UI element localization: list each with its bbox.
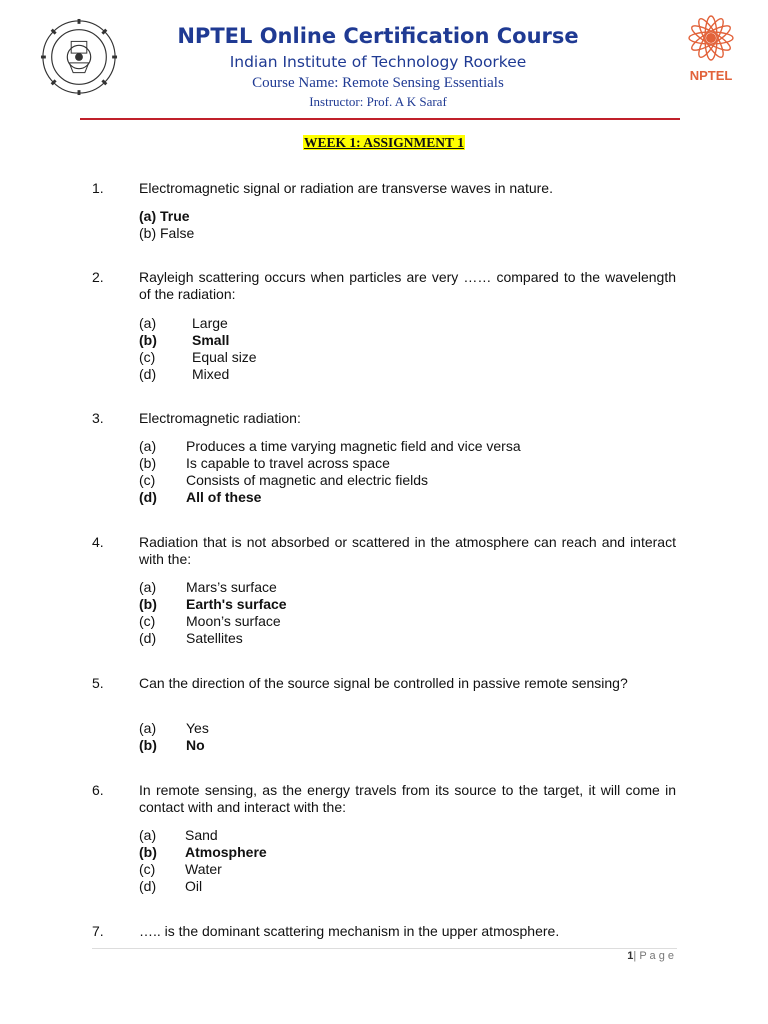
option-d: [139, 878, 267, 895]
option-b: [139, 596, 287, 613]
option-b: [139, 332, 257, 349]
option-a: [139, 315, 257, 332]
question-number: 3.: [92, 410, 104, 426]
option-label: (d): [139, 366, 157, 382]
option-text: Mars’s surface: [186, 579, 277, 595]
option-label: (a): [139, 720, 157, 736]
option-a: [139, 720, 209, 737]
assignment-heading: [0, 134, 768, 152]
question-number: 7.: [92, 923, 104, 939]
course-name: Course Name: Remote Sensing Essentials: [252, 75, 504, 91]
option-text: Water: [185, 861, 222, 877]
option-text: Earth's surface: [186, 596, 287, 612]
option-label: (d): [139, 630, 157, 646]
question-text: Rayleigh scattering occurs when particles are very …… compared to the wavelength of the radiation:: [139, 269, 676, 302]
option-d: [139, 489, 521, 506]
option-text: Equal size: [192, 349, 257, 365]
option-label: (a): [139, 315, 157, 331]
option-d: [139, 630, 287, 647]
option-text: Atmosphere: [185, 844, 267, 860]
footer-divider: [92, 948, 677, 949]
option-list: [139, 579, 287, 647]
option-label: (b) False: [139, 225, 195, 241]
question-number: 1.: [92, 180, 104, 196]
option-label: (b): [139, 332, 157, 348]
option-text: Oil: [185, 878, 203, 894]
option-b: [139, 844, 267, 861]
question-number: 5.: [92, 675, 104, 691]
option-label: (c): [139, 472, 156, 488]
page-title: NPTEL Online Certification Course: [177, 24, 579, 48]
option-text: Small: [192, 332, 230, 348]
option-a: [139, 579, 287, 596]
option-text: Moon’s surface: [186, 613, 281, 629]
option-label: (d): [139, 878, 157, 894]
question-text: Can the direction of the source signal be controlled in passive remote sensing?: [139, 675, 628, 691]
institute-name: Indian Institute of Technology Roorkee: [229, 53, 527, 71]
option-text: Large: [192, 315, 228, 331]
page-label: | P a g e: [633, 950, 674, 962]
option-text: Sand: [185, 827, 218, 843]
option-list: [139, 208, 194, 242]
option-b: [139, 225, 194, 242]
option-a: [139, 208, 194, 225]
option-b: [139, 455, 521, 472]
option-b: [139, 737, 209, 754]
page-number: [627, 950, 674, 962]
question-text: Radiation that is not absorbed or scattered in the atmosphere can reach and interact with the:: [139, 534, 676, 567]
option-list: [139, 438, 521, 506]
option-list: [139, 720, 209, 754]
option-label: (b): [139, 596, 157, 612]
question-text: Electromagnetic radiation:: [139, 410, 301, 426]
option-d: [139, 366, 257, 383]
option-label: (b): [139, 737, 157, 753]
option-label: (a): [139, 827, 157, 843]
option-c: [139, 861, 267, 878]
option-list: [139, 827, 267, 895]
option-text: No: [186, 737, 205, 753]
question-text: ….. is the dominant scattering mechanism in the upper atmosphere.: [139, 923, 560, 939]
option-label: (a): [139, 579, 157, 595]
option-a: [139, 827, 267, 844]
nptel-flower-icon: [676, 8, 746, 66]
option-label: (d): [139, 489, 157, 505]
option-label: (b): [139, 455, 157, 471]
option-c: [139, 349, 257, 366]
option-label: (c): [139, 861, 156, 877]
option-text: All of these: [186, 489, 262, 505]
option-text: Mixed: [192, 366, 230, 382]
header-divider: [80, 118, 680, 120]
option-text: Is capable to travel across space: [186, 455, 390, 471]
option-label: (c): [139, 349, 156, 365]
question-number: 6.: [92, 782, 104, 798]
option-list: [139, 315, 257, 383]
question-text: In remote sensing, as the energy travels from its source to the target, it will come in contact with and interact with the:: [139, 782, 676, 815]
iit-roorkee-emblem-icon: [40, 18, 118, 96]
option-text: Satellites: [186, 630, 243, 646]
page-number-value: 1: [627, 950, 634, 962]
option-label: (a): [139, 438, 157, 454]
option-text: Produces a time varying magnetic field and vice versa: [186, 438, 521, 454]
question-number: 4.: [92, 534, 104, 550]
nptel-logo: [676, 8, 746, 88]
option-label: (b): [139, 844, 157, 860]
option-label: (c): [139, 613, 156, 629]
instructor-name: Instructor: Prof. A K Saraf: [309, 94, 447, 109]
option-text: Consists of magnetic and electric fields: [186, 472, 428, 488]
option-a: [139, 438, 521, 455]
question-text: Electromagnetic signal or radiation are transverse waves in nature.: [139, 180, 553, 196]
option-label: (a) True: [139, 208, 190, 224]
question-number: 2.: [92, 269, 104, 285]
option-text: Yes: [186, 720, 209, 736]
assignment-title: WEEK 1: ASSIGNMENT 1: [304, 135, 464, 150]
option-c: [139, 613, 287, 630]
document-header: [130, 22, 626, 111]
option-c: [139, 472, 521, 489]
nptel-logo-text: NPTEL: [689, 68, 733, 83]
